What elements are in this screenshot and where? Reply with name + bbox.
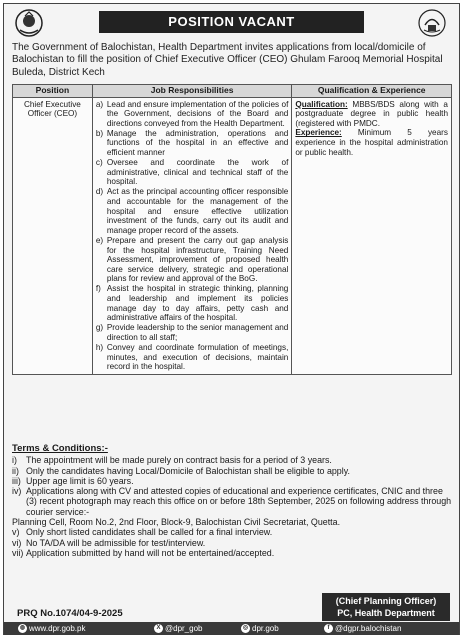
list-item: e) Prepare and present the carry out gap analysis for the hospital infrastructure, Training Need Assessment, improvement of proposed health care service delivery, strategic and operational plans for review and approval of the BoG. (95, 235, 289, 284)
list-item: f) Assist the hospital in strategic thinking, planning and leadership and implement its policies manage day to day affairs, petty cash and administrative affairs of the hospital. (95, 284, 289, 323)
footer-instagram[interactable]: ◎ dpr.gob (242, 624, 279, 633)
terms-title: Terms & Conditions:- (12, 443, 108, 454)
list-item: g) Provide leadership to the senior management and direction to all staff; (95, 323, 289, 342)
footer-bar (4, 622, 459, 635)
header (4, 4, 459, 42)
signature-title: (Chief Planning Officer) (335, 596, 437, 606)
experience-text: Experience: Minimum 5 years experience in the hospital administration or public health. (295, 128, 448, 157)
qualification-cell (292, 97, 452, 375)
signature-block (322, 593, 450, 621)
prq-number: PRQ No.1074/04-9-2025 (17, 608, 123, 619)
list-item: d) Act as the principal accounting officer responsible and accountable for the management of the hospital and ensure effective utilization investment of the funds, carry out its audit and manage proper record of the assets. (95, 187, 289, 235)
qualification-text: Qualification: MBBS/BDS along with a postgraduate degree in public health (registered with PMDC. (295, 99, 448, 128)
list-item: v) Only short listed candidates shall be called for a final interview. (12, 527, 273, 538)
column-header-position: Position (13, 85, 93, 98)
table-header-row (13, 85, 452, 98)
footer-website[interactable]: ◍ www.dpr.gob.pk (19, 624, 86, 633)
footer-facebook[interactable]: f @dgpr.balochistan (324, 622, 401, 635)
globe-icon: ◍ (19, 625, 26, 631)
experience-label: Experience: (295, 128, 342, 138)
instagram-icon: ◎ (242, 625, 249, 631)
job-table (12, 84, 452, 375)
footer-twitter[interactable]: X @dpr_gob (154, 622, 202, 635)
terms-section (12, 444, 456, 558)
page-title: POSITION VACANT (99, 11, 364, 33)
government-seal-icon (417, 8, 447, 38)
responsibilities-cell (92, 97, 292, 375)
list-item: c) Oversee and coordinate the work of administrative, clinical and technical staff of the hospital. (95, 158, 289, 187)
qualification-label: Qualification: (295, 99, 348, 109)
mailing-address: Planning Cell, Room No.2, 2nd Floor, Block-9, Balochistan Civil Secretariat, Quetta. (12, 517, 341, 528)
list-item: vii) Application submitted by hand will not be entertained/accepted. (12, 547, 275, 558)
twitter-icon: X (154, 624, 163, 633)
balochistan-emblem-icon (14, 8, 44, 38)
list-item: h) Convey and coordinate formulation of meetings, minutes, and execution of decisions, maintain record in the hospital. (95, 342, 289, 372)
signature-department: PC, Health Department (337, 608, 435, 618)
list-item: vi) No TA/DA will be admissible for test/interview. (12, 537, 206, 548)
list-item: iii) Upper age limit is 60 years. (12, 475, 134, 486)
intro-paragraph: The Government of Balochistan, Health Department invites applications from local/domicile of Balochistan to fill the position of Chief Executive Officer (CEO) Ghulam Farooq Memorial Hospital Buleda, District Kech (12, 42, 443, 78)
list-item: ii) Only the candidates having Local/Domicile of Balochistan shall be eligible to apply. (12, 465, 350, 476)
advertisement-page (3, 3, 460, 635)
list-item: i) The appointment will be made purely on contract basis for a period of 3 years. (12, 455, 332, 466)
facebook-icon: f (324, 624, 333, 633)
column-header-responsibilities: Job Responsibilities (92, 85, 292, 98)
list-item: iv) Applications along with CV and attested copies of educational and experience certificates, CNIC and three (3) recent photograph may reach this office on or before 18th September, 2025 on following address through courier service:- (12, 486, 452, 517)
table-row (13, 97, 452, 375)
column-header-qualification: Qualification & Experience (292, 85, 452, 98)
position-cell: Chief Executive Officer (CEO) (13, 97, 93, 375)
list-item: b) Manage the administration, operations and functions of the hospital in an effective and efficient manner (95, 128, 289, 158)
list-item: a) Lead and ensure implementation of the policies of the Government, decisions of the Board and directions conveyed from the Health Department. (95, 99, 289, 128)
